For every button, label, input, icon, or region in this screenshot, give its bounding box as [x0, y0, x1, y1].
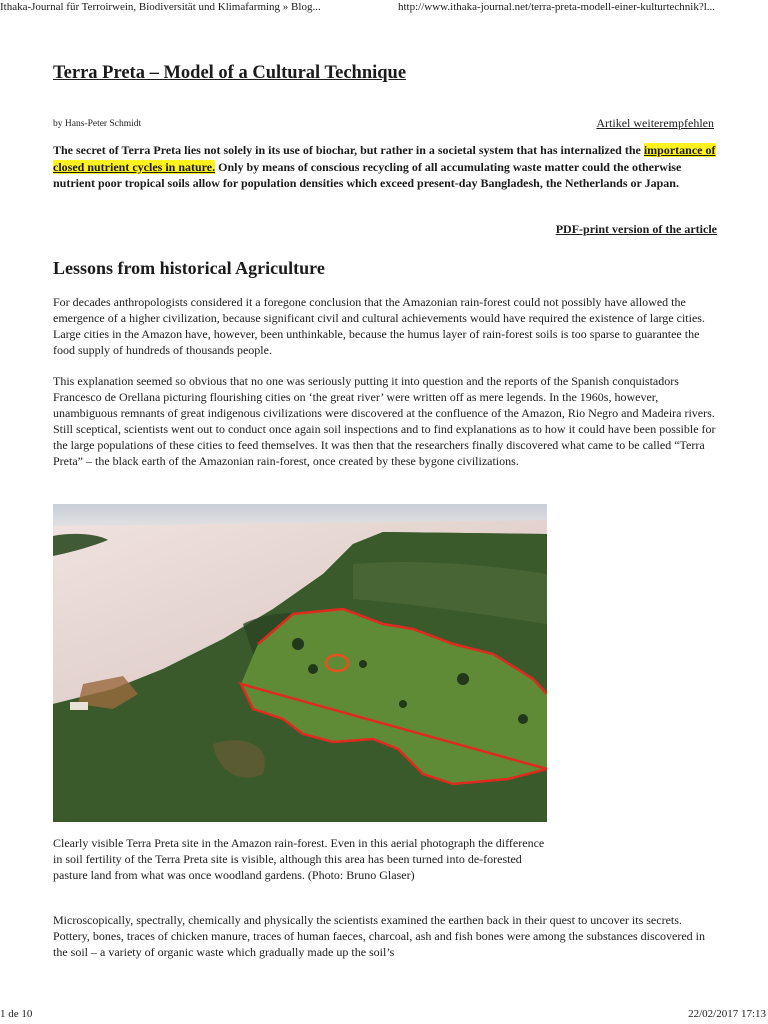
lead-text-end: Only by means of conscious recycling of all accumulating waste matter could the otherwise nutrient poor tropical soils allow for population densities which exceed present-day Bangladesh, the Netherlands or Japan. — [53, 159, 682, 190]
page-number: 1 de 10 — [0, 1008, 33, 1020]
paragraph: This explanation seemed so obvious that no one was seriously putting it into question and the reports of the Spanish conquistadors Francesco de Orellana picturing flourishing cities on ‘the great river’ were written off as mere legends. In the 1960s, however, unambiguous remnants of great indigenous civilizations were discovered at the confluence of the Amazon, Rio Negro and Madeira rivers. Still sceptical, scientists went out to conduct once again soil inspections and to find explanations as to how it could have been possible for the large populations of these cities to feed themselves. It was then that the researchers finally discovered what came to be called “Terra Preta” – the black earth of the Amazonian rain-forest, once created by these bygone civilizations. — [53, 374, 716, 468]
paragraph: Microscopically, spectrally, chemically and physically the scientists examined the earthen back in their quest to uncover its secrets. Pottery, bones, traces of chicken manure, traces of human faeces, charcoal, ash and fish bones were among the substances discovered in the soil – a variety of organic waste which gradually made up the soil’s — [53, 913, 705, 959]
print-datetime: 22/02/2017 17:13 — [688, 1008, 766, 1020]
paragraph: For decades anthropologists considered it a foregone conclusion that the Amazonian rain-forest could not possibly have allowed the emergence of a higher civilization, because significant civil and cultural achievements would have required the existence of large cities. Large cities in the Amazon have, however, been unthinkable, because the humus layer of rain-forest soils is too sparse to guarantee the food supply of hundreds of thousands people. — [53, 295, 705, 357]
article-lead — [53, 142, 721, 192]
photo-caption: Clearly visible Terra Preta site in the Amazon rain-forest. Even in this aerial photograph the difference in soil fertility of the Terra Preta site is visible, although this area has been turned into de-forested pasture land from what was once woodland gardens. (Photo: Bruno Glaser) — [53, 836, 545, 882]
byline: by Hans-Peter Schmidt — [53, 119, 142, 129]
pdf-print-link[interactable]: PDF-print version of the article — [555, 222, 717, 236]
browser-print-header-url: http://www.ithaka-journal.net/terra-preta-modell-einer-kulturtechnik?l... — [398, 1, 716, 13]
browser-print-header-title: Ithaka-Journal für Terroirwein, Biodiversität und Klimafarming » Blog... — [0, 1, 321, 13]
section-heading: Lessons from historical Agriculture — [53, 258, 325, 278]
lead-highlight: importance of closed nutrient cycles in nature. — [53, 143, 716, 174]
aerial-photo-terra-preta-site — [53, 504, 547, 822]
article-title: Terra Preta – Model of a Cultural Technique — [53, 63, 407, 83]
aerial-photo-illustration — [53, 504, 547, 822]
lead-text-start: The secret of Terra Preta lies not solely in its use of biochar, but rather in a societal system that has internalized the — [53, 143, 644, 157]
recommend-article-link[interactable]: Artikel weiterempfehlen — [596, 116, 714, 130]
